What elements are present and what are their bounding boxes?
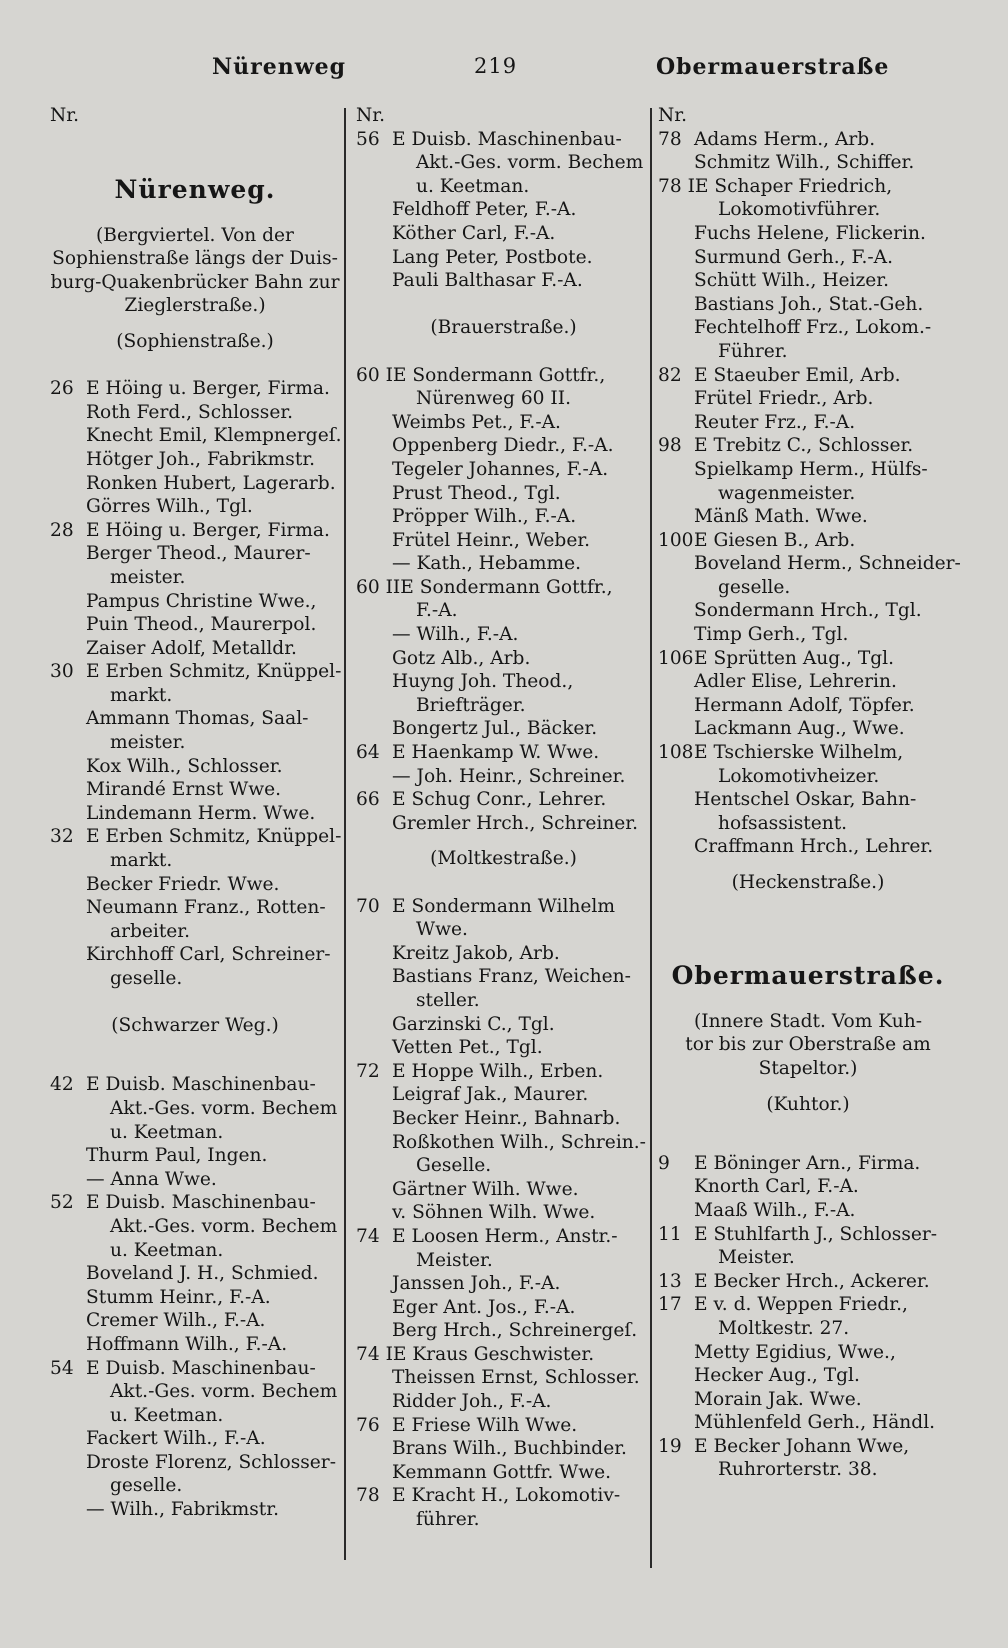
house-number: 54 [50,1357,74,1379]
house-number: 28 [50,519,74,541]
resident-entry: führer. [416,1509,480,1531]
spacer [658,998,958,1010]
house-entry [658,529,958,553]
house-entry [658,364,958,388]
spacer [50,128,340,168]
owner-text: E Friese Wilh Wwe. [392,1414,578,1436]
resident-entry: Mirandé Ernst Wwe. [86,779,282,801]
owner-text: E Duisb. Maschinenbau- [86,1192,316,1214]
owner-text: E Sondermann Gottfr., [392,364,606,386]
house-number: 17 [658,1294,682,1316]
resident-entry: v. Söhnen Wilh. Wwe. [392,1202,596,1224]
house-entry [356,1060,651,1084]
resident-entry: Eger Ant. Jos., F.-A. [392,1296,576,1318]
resident-entry: Kirchhoff Carl, Schreiner- [86,944,331,966]
resident-entry: u. Keetman. [110,1404,224,1426]
section-note: (Sophienstraße.) [116,330,274,352]
section-note: (Bergviertel. Von der [96,224,294,246]
resident-entry: Kreitz Jakob, Arb. [392,942,560,964]
resident-entry: Metty Egidius, Wwe., [694,1341,896,1363]
owner-text: E Trebitz C., Schlosser. [694,435,914,457]
page-number: 219 [474,54,518,78]
owner-text: E Erben Schmitz, Knüppel- [86,826,342,848]
owner-text: E Höing u. Berger, Firma. [86,378,330,400]
section-note: (Innere Stadt. Vom Kuh- [693,1010,923,1032]
resident-entry: u. Keetman. [416,175,530,197]
owner-text: E Staeuber Emil, Arb. [694,364,901,386]
resident-entry: Geselle. [416,1155,492,1177]
resident-entry: arbeiter. [110,920,191,942]
resident-entry: Huyng Joh. Theod., [392,671,574,693]
resident-entry: F.-A. [416,600,458,622]
resident-entry: Akt.-Ges. vorm. Bechem [110,1097,338,1119]
resident-entry: Moltkestr. 27. [718,1317,850,1339]
house-number: 56 [356,128,380,150]
house-entry [356,576,651,600]
spacer [356,293,651,317]
column-1 [50,104,340,1522]
owner-text: E Böninger Arn., Firma. [694,1152,921,1174]
resident-entry: Craffmann Hrch., Lehrer. [694,836,934,858]
house-number: 70 [356,895,380,917]
house-number: 42 [50,1074,74,1096]
resident-entry: Ronken Hubert, Lagerarb. [86,472,336,494]
resident-entry: Bastians Joh., Stat.-Geh. [694,293,924,315]
resident-entry: Frütel Friedr., Arb. [694,388,874,410]
spacer [658,1081,958,1093]
resident-entry: Becker Heinr., Bahnarb. [392,1107,621,1129]
resident-entry: — Wilh., Fabrikmstr. [86,1499,280,1521]
resident-entry: Mühlenfeld Gerh., Händl. [694,1412,936,1434]
house-entry [50,1073,340,1097]
house-entry [50,1191,340,1215]
resident-entry: Ridder Joh., F.-A. [392,1391,552,1413]
house-entry [658,1293,958,1317]
resident-entry: Becker Friedr. Wwe. [86,873,280,895]
resident-entry: Görres Wilh., Tgl. [86,496,253,518]
owner-text: E Stuhlfarth J., Schlosser- [694,1223,938,1245]
spacer [658,1140,958,1152]
owner-text: E Hoppe Wilh., Erben. [392,1060,604,1082]
spacer [50,1061,340,1073]
resident-entry: Kemmann Gottfr. Wwe. [392,1461,612,1483]
house-number: 78 I [658,175,695,197]
column-rule-1 [344,108,346,1560]
resident-entry: Boveland J. H., Schmied. [86,1263,319,1285]
house-number: 60 I [356,364,393,386]
house-entry [658,1270,958,1294]
house-number: 9 [658,1152,670,1174]
section-note: (Heckenstraße.) [731,872,885,893]
resident-entry: Cremer Wilh., F.-A. [86,1310,266,1332]
column-heading: Nr. [658,105,688,126]
resident-entry: Gärtner Wilh. Wwe. [392,1178,579,1200]
resident-entry: Hötger Joh., Fabrikmstr. [86,448,316,470]
owner-text: E Duisb. Maschinenbau- [392,128,622,150]
resident-entry: Bastians Franz, Weichen- [392,966,631,988]
house-entry [356,895,651,919]
resident-entry: Berger Theod., Maurer- [86,543,311,565]
resident-entry: hofsassistent. [718,812,848,834]
resident-entry: u. Keetman. [110,1121,224,1143]
house-entry [356,1414,651,1438]
owner-text: E Tschierske Wilhelm, [694,742,904,764]
house-number: 82 [658,364,682,386]
resident-entry: Tegeler Johannes, F.-A. [392,458,609,480]
house-number: 13 [658,1270,682,1292]
resident-entry: — Joh. Heinr., Schreiner. [392,765,626,787]
house-entry [356,1225,651,1249]
resident-entry: Feldhoff Peter, F.-A. [392,199,577,221]
spacer [50,318,340,330]
house-entry [50,377,340,401]
owner-text: E Kracht H., Lokomotiv- [392,1485,621,1507]
owner-text: E Sondermann Wilhelm [392,895,615,917]
column-heading: Nr. [50,105,80,126]
resident-entry: Reuter Frz., F.-A. [694,411,856,433]
section-note: Zieglerstraße.) [124,295,266,317]
house-entry [50,660,340,684]
section-note: Stapeltor.) [758,1057,858,1079]
owner-text: E Giesen B., Arb. [694,529,856,551]
spacer [50,991,340,1015]
resident-entry: meister. [110,566,186,588]
house-number: 98 [658,435,682,457]
house-number: 66 [356,789,380,811]
resident-entry: Lokomotivheizer. [718,765,880,787]
resident-entry: Stumm Heinr., F.-A. [86,1286,271,1308]
resident-entry: Pröpper Wilh., F.-A. [392,506,577,528]
owner-text: E Haenkamp W. Wwe. [392,742,600,764]
house-entry [356,1343,651,1367]
street-title: Nürenweg. [114,174,276,204]
house-number: 19 [658,1435,682,1457]
resident-entry: Ammann Thomas, Saal- [86,708,309,730]
resident-entry: Akt.-Ges. vorm. Bechem [416,152,644,174]
resident-entry: Theissen Ernst, Schlosser. [392,1367,640,1389]
house-number: 52 [50,1192,74,1214]
house-entry [50,825,340,849]
resident-entry: Janssen Joh., F.-A. [392,1273,561,1295]
resident-entry: Prust Theod., Tgl. [392,482,561,504]
spacer [658,1116,958,1140]
resident-entry: geselle. [110,968,183,989]
resident-entry: Schütt Wilh., Heizer. [694,270,890,292]
house-entry [356,788,651,812]
resident-entry: steller. [416,989,480,1011]
house-entry [658,1152,958,1176]
resident-entry: Garzinski C., Tgl. [392,1013,555,1035]
resident-entry: — Anna Wwe. [86,1168,217,1190]
house-number: 26 [50,378,74,400]
owner-text: E Becker Hrch., Ackerer. [694,1270,930,1292]
house-number: 106 [658,647,694,669]
resident-entry: Timp Gerh., Tgl. [694,624,849,646]
house-number: 60 II [356,576,401,598]
resident-entry: Sondermann Hrch., Tgl. [694,600,922,622]
street-title: Obermauerstraße. [671,960,945,990]
resident-entry: Lang Peter, Postbote. [392,246,593,268]
resident-entry: Meister. [718,1247,795,1269]
resident-entry: Pauli Balthasar F.-A. [392,270,583,292]
resident-entry: Köther Carl, F.-A. [392,222,556,244]
page-header [0,54,1008,94]
resident-entry: Nürenweg 60 II. [416,388,572,410]
spacer [356,340,651,364]
owner-text: E Erben Schmitz, Knüppel- [86,661,342,683]
house-entry [356,364,651,388]
resident-entry: Kox Wilh., Schlosser. [86,755,283,777]
resident-entry: geselle. [718,576,791,598]
owner-text: E Duisb. Maschinenbau- [86,1074,316,1096]
house-entry [658,128,958,152]
resident-entry: Hoffmann Wilh., F.-A. [86,1333,288,1355]
resident-entry: Frütel Heinr., Weber. [392,529,591,551]
owner-text: E Loosen Herm., Anstr.- [392,1225,618,1247]
owner-text: E Sprütten Aug., Tgl. [694,647,895,669]
house-entry [356,741,651,765]
resident-entry: Knecht Emil, Klempnergeſ. [86,425,342,447]
house-entry [50,519,340,543]
resident-entry: Bongertz Jul., Bäcker. [392,718,598,740]
resident-entry: Wwe. [416,919,468,941]
resident-entry: geselle. [110,1475,183,1497]
resident-entry: Spielkamp Herm., Hülfs- [694,458,928,480]
house-number: 74 [356,1225,380,1247]
house-entry [658,1435,958,1459]
resident-entry: meister. [110,732,186,754]
resident-entry: Weimbs Pet., F.-A. [392,411,561,433]
resident-entry: u. Keetman. [110,1239,224,1261]
owner-text: E Schug Conr., Lehrer. [392,789,607,811]
house-entry [658,1223,958,1247]
resident-entry: Gotz Alb., Arb. [392,647,531,669]
house-number: 32 [50,826,74,848]
spacer [50,212,340,224]
resident-entry: — Wilh., F.-A. [392,624,519,646]
house-number: 64 [356,742,380,764]
spacer [658,942,958,954]
resident-entry: markt. [110,684,173,706]
house-number: 11 [658,1223,682,1245]
house-entry [658,647,958,671]
owner-text: E Schaper Friedrich, [694,175,893,197]
spacer [50,1038,340,1062]
resident-entry: Schmitz Wilh., Schiffer. [694,152,915,174]
spacer [658,859,958,871]
resident-entry: Morain Jak. Wwe. [694,1388,862,1410]
owner-text: E v. d. Weppen Friedr., [694,1294,908,1316]
house-entry [50,1357,340,1381]
section-note: (Brauerstraße.) [430,317,577,339]
resident-entry: Akt.-Ges. vorm. Bechem [110,1381,338,1403]
resident-entry: Gremler Hrch., Schreiner. [392,812,639,834]
resident-entry: Roth Ferd., Schlosser. [86,401,294,423]
owner-text: Adams Herm., Arb. [694,128,876,150]
section-note: (Moltkestraße.) [430,848,577,870]
spacer [356,871,651,895]
resident-entry: Fuchs Helene, Flickerin. [694,222,926,244]
resident-entry: Fechtelhoff Frz., Lokom.- [694,317,932,339]
owner-text: E Kraus Geschwister. [392,1343,595,1365]
house-number: 30 [50,661,74,683]
resident-entry: Meister. [416,1249,493,1271]
resident-entry: Adler Elise, Lehrerin. [694,671,897,693]
resident-entry: Neumann Franz., Rotten- [86,897,326,919]
column-2 [356,104,651,1532]
resident-entry: Lindemann Herm. Wwe. [86,802,316,824]
resident-entry: Vetten Pet., Tgl. [392,1037,543,1059]
owner-text: E Höing u. Berger, Firma. [86,519,330,541]
resident-entry: markt. [110,850,173,872]
resident-entry: Mänß Math. Wwe. [694,506,868,528]
resident-entry: Oppenberg Diedr., F.-A. [392,435,614,457]
section-note: (Schwarzer Weg.) [111,1015,279,1037]
house-number: 76 [356,1414,380,1436]
running-head-right: Obermauerstraße [656,54,890,80]
house-entry [356,1484,651,1508]
resident-entry: Zaiser Adolf, Metalldr. [86,637,297,659]
house-number: 100 [658,529,694,551]
resident-entry: Droste Florenz, Schlosser- [86,1451,336,1473]
column-heading: Nr. [356,105,386,126]
resident-entry: Hentschel Oskar, Bahn- [694,789,917,811]
resident-entry: Fackert Wilh., F.-A. [86,1428,266,1450]
resident-entry: Berg Hrch., Schreinergeſ. [392,1320,638,1342]
section-note: tor bis zur Oberstraße am [685,1034,931,1056]
house-number: 78 [658,128,682,150]
resident-entry: Akt.-Ges. vorm. Bechem [110,1215,338,1237]
resident-entry: Leigraf Jak., Maurer. [392,1084,589,1106]
spacer [50,354,340,378]
spacer [356,835,651,847]
resident-entry: Lokomotivführer. [718,199,881,221]
resident-entry: Thurm Paul, Ingen. [86,1145,268,1167]
resident-entry: Maaß Wilh., F.-A. [694,1199,856,1221]
running-head-left: Nürenweg [212,54,347,80]
resident-entry: Briefträger. [416,694,526,716]
spacer [658,895,958,919]
owner-text: E Sondermann Gottfr., [400,576,613,598]
house-entry [658,741,958,765]
resident-entry: Puin Theod., Maurerpol. [86,614,317,636]
resident-entry: Lackmann Aug., Wwe. [694,718,905,740]
resident-entry: wagenmeister. [718,482,856,504]
house-number: 72 [356,1060,380,1082]
owner-text: E Duisb. Maschinenbau- [86,1357,316,1379]
resident-entry: Brans Wilh., Buchbinder. [392,1438,627,1460]
owner-text: E Becker Johann Wwe, [694,1435,910,1457]
resident-entry: — Kath., Hebamme. [392,553,582,575]
house-number: 74 I [356,1343,393,1365]
resident-entry: Pampus Christine Wwe., [86,590,317,612]
section-note: (Kuhtor.) [766,1093,850,1115]
house-entry [658,434,958,458]
house-number: 108 [658,742,694,764]
resident-entry: Boveland Herm., Schneider- [694,553,961,575]
resident-entry: Hermann Adolf, Töpfer. [694,694,915,716]
resident-entry: Surmund Gerh., F.-A. [694,246,893,268]
resident-entry: Hecker Aug., Tgl. [694,1365,860,1387]
section-note: Sophienstraße längs der Duis- [52,248,338,270]
column-3 [658,104,961,1482]
resident-entry: Führer. [718,340,788,362]
spacer [658,918,958,942]
house-entry [658,175,958,199]
resident-entry: Ruhrorterstr. 38. [718,1459,878,1481]
section-note: burg-Quakenbrücker Bahn zur [50,271,340,293]
house-number: 78 [356,1485,380,1507]
resident-entry: Knorth Carl, F.-A. [694,1176,859,1198]
house-entry [356,128,651,152]
resident-entry: Roßkothen Wilh., Schrein.- [392,1131,646,1153]
